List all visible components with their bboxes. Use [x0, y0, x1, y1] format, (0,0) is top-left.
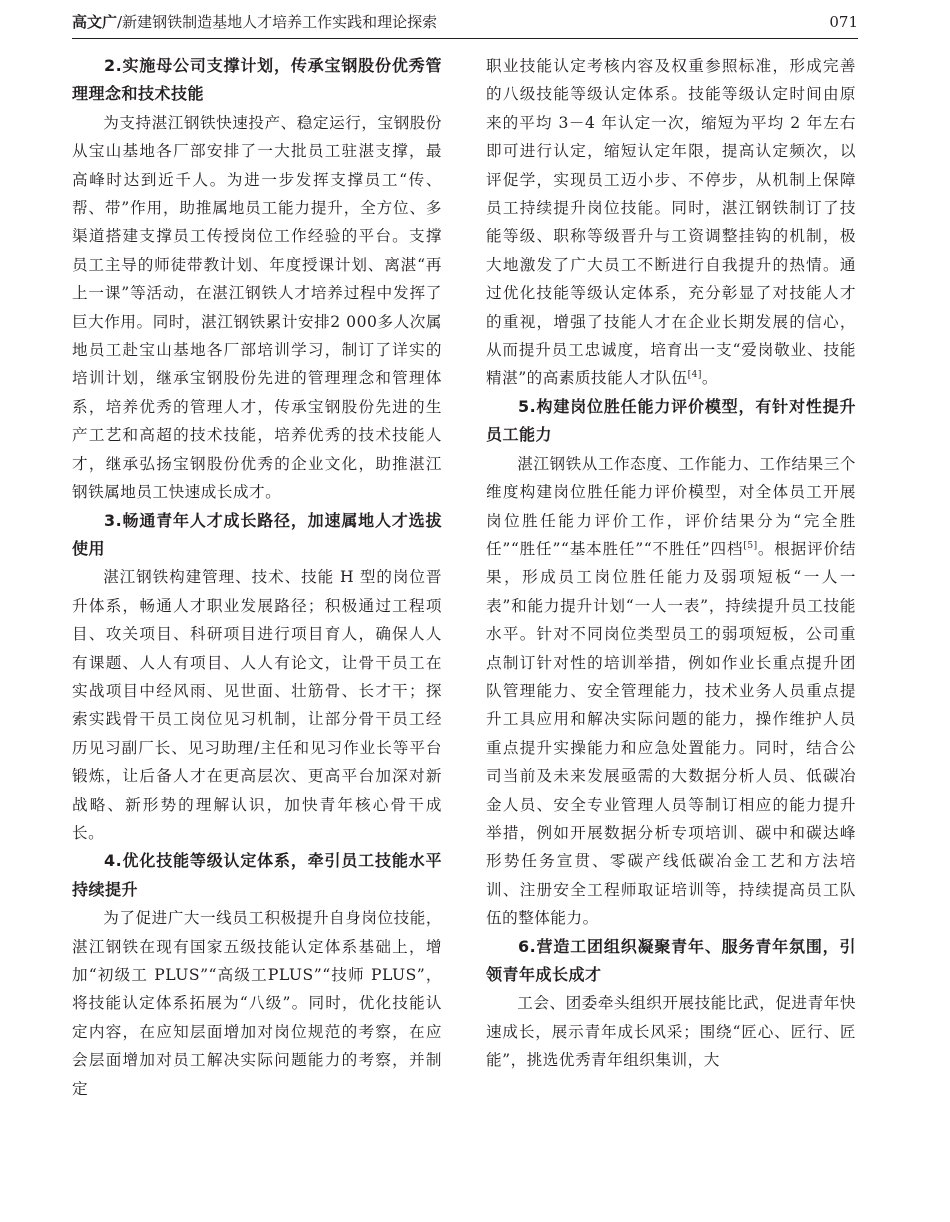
citation-4: [4]	[687, 370, 702, 381]
section-body-5	[486, 450, 856, 933]
citation-5: [5]	[743, 540, 758, 551]
section-body-4-end: 。	[701, 369, 718, 388]
section-body-2: 为支持湛江钢铁快速投产、稳定运行，宝钢股份从宝山基地各厂部安排了一大批员工驻湛支撑，最高峰时达到近千人。为进一步发挥支撑员工“传、帮、带”作用，助推属地员工能力提升，全方位、多渠道搭建支撑员工传授岗位工作经验的平台。支撑员工主导的师徒带教计划、年度授课计划、离湛“再上一课”等活动，在湛江钢铁人才培养过程中发挥了巨大作用。同时，湛江钢铁累计安排2 000多人次属地员工赴宝山基地各厂部培训学习，制订了详实的培训计划，继承宝钢股份先进的管理理念和管理体系，培养优秀的管理人才，传承宝钢股份先进的生产工艺和高超的技术技能，培养优秀的技术技能人才，继承弘扬宝钢股份优秀的企业文化，助推湛江钢铁属地员工快速成长成才。	[72, 113, 442, 502]
section-body-3: 湛江钢铁构建管理、技术、技能 H 型的岗位晋升体系，畅通人才职业发展路径；积极通过工程项目、攻关项目、科研项目进行项目育人，确保人人有课题、人人有项目、人人有论文，让骨干员工在实战项目中经风雨、见世面、壮筋骨、长才干；探索实践骨干员工岗位见习机制，让部分骨干员工经历见习副厂长、见习助理/主任和见习作业长等平台锻炼，让后备人才在更高层次、更高平台加深对新战略、新形势的理解认识，加快青年核心骨干成长。	[72, 568, 442, 842]
left-column	[72, 52, 442, 1103]
section-body-4-cont-text: 职业技能认定考核内容及权重参照标准，形成完善的八级技能等级认定体系。技能等级认定时间由原来的平均 3－4 年认定一次，缩短为平均 2 年左右即可进行认定，缩短认定年限，提高认定频次，以评促学，实现员工迈小步、不停步，从机制上保障员工持续提升岗位技能。同时，湛江钢铁制订了技能等级、职称等级晋升与工资调整挂钩的机制，极大地激发了广大员工不断进行自我提升的热情。通过优化技能等级认定体系，充分彰显了对技能人才的重视，增强了技能人才在企业长期发展的信心，从而提升员工忠诚度，培育出一支“爱岗敬业、技能精湛”的高素质技能人才队伍	[486, 57, 856, 388]
section-heading-2: 2.实施母公司支撑计划，传承宝钢股份优秀管理理念和技术技能	[72, 56, 442, 104]
section-body-6: 工会、团委牵头组织开展技能比武，促进青年快速成长，展示青年成长风采；围绕“匠心、匠行、匠能”，挑选优秀青年组织集训，大	[486, 994, 856, 1070]
header-title	[72, 10, 437, 34]
section-body-5-part-b: 。根据评价结果，形成员工岗位胜任能力及弱项短板“一人一表”和能力提升计划“一人一表”，持续提升员工技能水平。针对不同岗位类型员工的弱项短板，公司重点制订针对性的培训举措，例如作业长重点提升团队管理能力、安全管理能力，技术业务人员重点提升工具应用和解决实际问题的能力，操作维护人员重点提升实操能力和应急处置能力。同时，结合公司当前及未来发展亟需的大数据分析人员、低碳冶金人员、安全专业管理人员等制订相应的能力提升举措，例如开展数据分析专项培训、碳中和碳达峰形势任务宣贯、零碳产线低碳冶金工艺和方法培训、注册安全工程师取证培训等，持续提高员工队伍的整体能力。	[486, 539, 856, 928]
section-heading-3: 3.畅通青年人才成长路径，加速属地人才选拔使用	[72, 510, 442, 558]
section-heading-5: 5.构建岗位胜任能力评价模型，有针对性提升员工能力	[486, 396, 856, 445]
header-article-title: /新建钢铁制造基地人才培养工作实践和理论探索	[117, 13, 438, 31]
running-header	[72, 10, 858, 39]
right-column	[486, 52, 856, 1075]
section-heading-6: 6.营造工团组织凝聚青年、服务青年氛围，引领青年成长成才	[486, 936, 856, 984]
section-body-5-part-a: 湛江钢铁从工作态度、工作能力、工作结果三个维度构建岗位胜任能力评价模型，对全体员工开展岗位胜任能力评价工作，评价结果分为“完全胜任”“胜任”“基本胜任”“不胜任”四档	[486, 454, 856, 558]
page-number: 071	[829, 13, 858, 31]
section-heading-4: 4.优化技能等级认定体系，牵引员工技能水平持续提升	[72, 851, 442, 899]
section-body-4: 为了促进广大一线员工积极提升自身岗位技能，湛江钢铁在现有国家五级技能认定体系基础上，增加“初级工 PLUS”“高级工PLUS”“技师 PLUS”，将技能认定体系拓展为“八级”。同时，优化技能认定内容，在应知层面增加对岗位规范的考察，在应会层面增加对员工解决实际问题能力的考察，并制定	[72, 909, 442, 1098]
section-body-4-continued	[486, 52, 856, 393]
header-author: 高文广	[72, 13, 118, 31]
